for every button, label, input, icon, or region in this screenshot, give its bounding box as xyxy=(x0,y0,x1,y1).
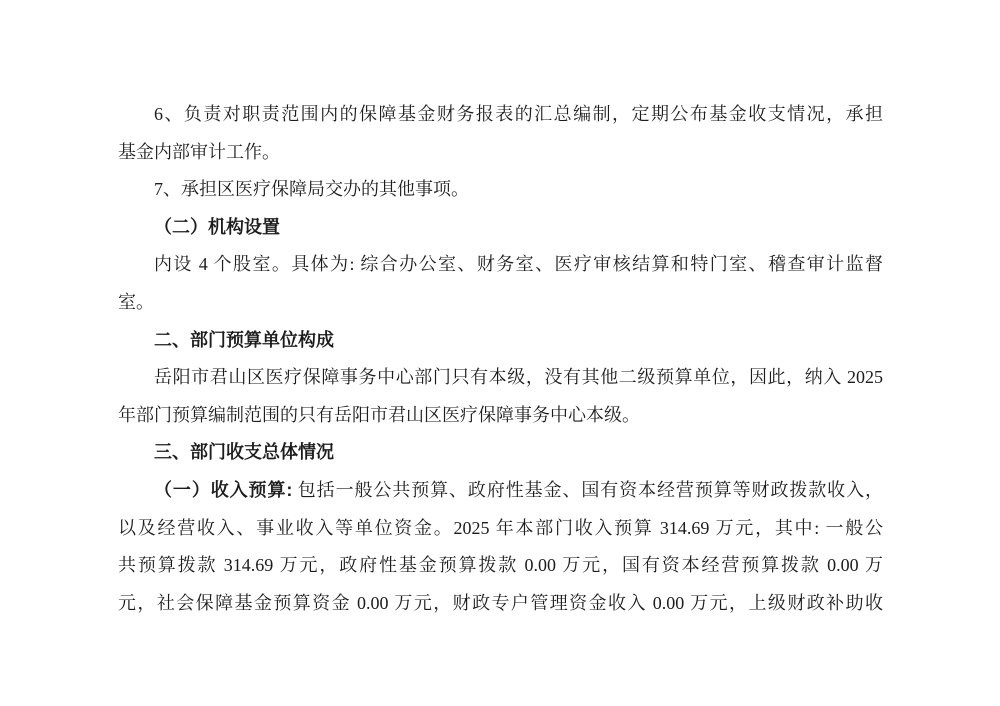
paragraph-line: 以及经营收入、事业收入等单位资金。2025 年本部门收入预算 314.69 万元，其中: 一般公 xyxy=(118,517,883,538)
paragraph-line: 室。 xyxy=(118,291,154,312)
paragraph-line: 年部门预算编制范围的只有岳阳市君山区医疗保障事务中心本级。 xyxy=(118,404,640,425)
paragraph-line: 岳阳市君山区医疗保障事务中心部门只有本级，没有其他二级预算单位，因此，纳入 2025 xyxy=(154,367,883,388)
section-heading-budget-units: 二、部门预算单位构成 xyxy=(154,329,334,350)
paragraph-line: 7、承担区医疗保障局交办的其他事项。 xyxy=(154,179,469,200)
paragraph-line: 6、负责对职责范围内的保障基金财务报表的汇总编制，定期公布基金收支情况，承担 xyxy=(154,104,883,124)
paragraph-line: 基金内部审计工作。 xyxy=(118,141,280,162)
paragraph-line: 元，社会保障基金预算资金 0.00 万元，财政专户管理资金收入 0.00 万元，上级财政补助收 xyxy=(118,592,883,613)
document-text-block xyxy=(118,96,883,622)
paragraph-line: 共预算拨款 314.69 万元，政府性基金预算拨款 0.00 万元，国有资本经营预算拨款 0.00 万 xyxy=(118,555,883,576)
paragraph-line xyxy=(118,472,883,510)
inline-subheading-income-budget: （一）收入预算: xyxy=(154,479,293,500)
section-heading-revenue-expense-overview: 三、部门收支总体情况 xyxy=(154,442,334,463)
paragraph-text: 包括一般公共预算、政府性基金、国有资本经营预算等财政拨款收入， xyxy=(292,479,883,500)
paragraph-line: 内设 4 个股室。具体为: 综合办公室、财务室、医疗审核结算和特门室、稽查审计监督 xyxy=(154,254,883,275)
section-heading-org-setup: （二）机构设置 xyxy=(154,216,280,237)
